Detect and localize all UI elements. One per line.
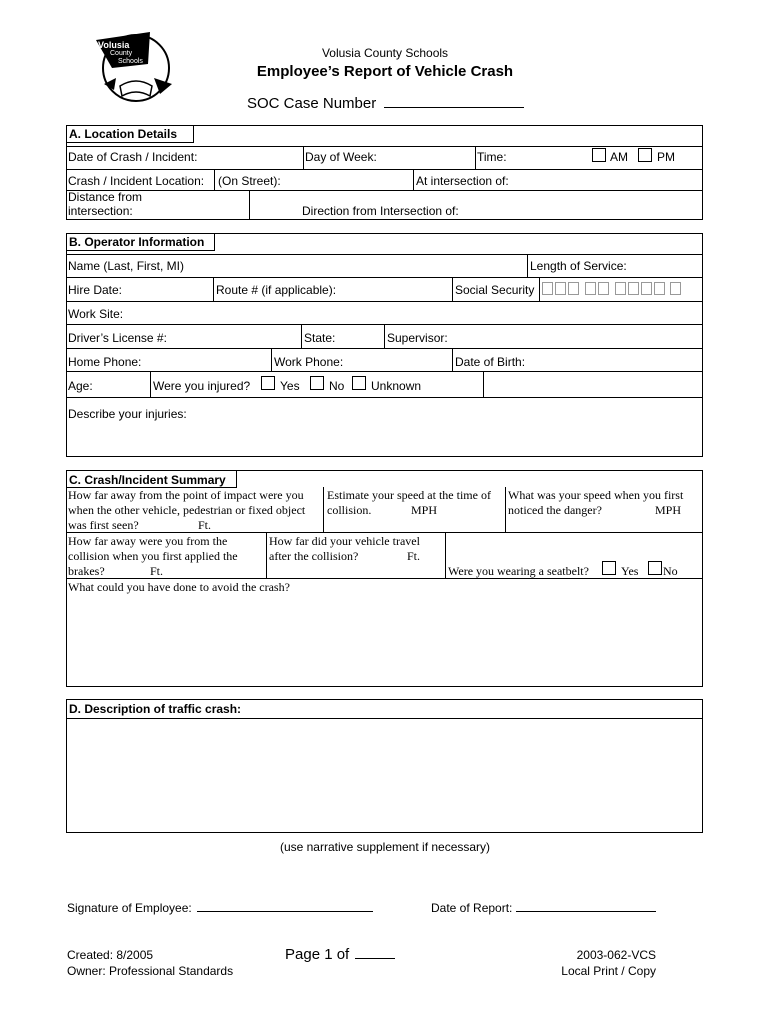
date-of-report-label: Date of Report:	[431, 901, 513, 915]
injured-unknown-checkbox[interactable]	[352, 376, 366, 390]
q4-unit: Ft.	[150, 564, 164, 578]
q1-line1: How far away from the point of impact were you	[68, 488, 304, 502]
owner: Owner: Professional Standards	[67, 964, 234, 978]
pm-checkbox[interactable]	[638, 148, 652, 162]
organization-name: Volusia County Schools	[321, 46, 449, 60]
q1-unit: Ft.	[198, 518, 212, 532]
form-title: Employee’s Report of Vehicle Crash	[256, 63, 514, 80]
seatbelt-no-label: No	[663, 564, 678, 578]
date-of-birth-label: Date of Birth:	[455, 355, 526, 369]
am-label: AM	[610, 150, 628, 164]
q1-line3: was first seen?	[68, 518, 139, 532]
q4-line2: collision when you first applied the	[68, 549, 238, 563]
page-number	[285, 945, 395, 963]
section-b-heading: B. Operator Information	[69, 235, 205, 249]
date-of-crash-label: Date of Crash / Incident:	[68, 150, 198, 164]
social-security-label: Social Security	[455, 283, 535, 297]
logo-text-2: County	[110, 50, 133, 57]
soc-case-label: SOC Case Number	[247, 95, 377, 112]
q3-line1: What was your speed when you first	[508, 488, 684, 502]
hire-date-label: Hire Date:	[68, 283, 123, 297]
am-checkbox[interactable]	[592, 148, 606, 162]
q1-line2: when the other vehicle, pedestrian or fixed object	[68, 503, 306, 517]
crash-description-field[interactable]	[67, 719, 701, 832]
page-total-field[interactable]	[355, 945, 395, 959]
q5-line2: after the collision?	[269, 549, 359, 563]
signature-label: Signature of Employee:	[67, 901, 192, 915]
direction-from-label: Direction from Intersection of:	[302, 204, 459, 218]
length-of-service-label: Length of Service:	[530, 259, 627, 273]
describe-injuries-field[interactable]	[67, 424, 701, 456]
injured-yes-label: Yes	[280, 379, 300, 393]
form-number: 2003-062-VCS	[576, 948, 656, 962]
soc-case-field[interactable]	[384, 93, 524, 108]
home-phone-label: Home Phone:	[68, 355, 142, 369]
supervisor-label: Supervisor:	[387, 331, 448, 345]
state-label: State:	[304, 331, 336, 345]
time-label: Time:	[477, 150, 507, 164]
were-injured-label: Were you injured?	[153, 379, 251, 393]
ssn-boxes[interactable]	[542, 282, 687, 297]
print-note: Local Print / Copy	[561, 964, 656, 978]
created-date: Created: 8/2005	[67, 948, 154, 962]
q4-line1: How far away were you from the	[68, 534, 228, 548]
q4-line3: brakes?	[68, 564, 105, 578]
at-intersection-label: At intersection of:	[416, 174, 509, 188]
q2-line1: Estimate your speed at the time of	[327, 488, 491, 502]
q3-line2: noticed the danger?	[508, 503, 602, 517]
date-of-report-row	[431, 899, 656, 915]
page-label: Page 1 of	[285, 946, 350, 963]
q2-line2: collision.	[327, 503, 372, 517]
section-a-heading: A. Location Details	[69, 127, 178, 141]
day-of-week-label: Day of Week:	[305, 150, 377, 164]
q5-unit: Ft.	[407, 549, 421, 563]
injured-yes-checkbox[interactable]	[261, 376, 275, 390]
logo-text-1: Volusia	[98, 40, 130, 50]
distance-from-label: Distance from	[68, 190, 143, 204]
q5-line1: How far did your vehicle travel	[269, 534, 420, 548]
seatbelt-yes-checkbox[interactable]	[602, 561, 616, 575]
pm-label: PM	[657, 150, 675, 164]
signature-row	[67, 899, 373, 915]
seatbelt-yes-label: Yes	[621, 564, 639, 578]
signature-field[interactable]	[197, 899, 373, 912]
narrative-note: (use narrative supplement if necessary)	[279, 840, 491, 854]
seatbelt-no-checkbox[interactable]	[648, 561, 662, 575]
q2-unit: MPH	[411, 503, 438, 517]
intersection-label: intersection:	[68, 204, 133, 218]
drivers-license-label: Driver’s License #:	[68, 331, 167, 345]
work-site-label: Work Site:	[68, 307, 124, 321]
q3-unit: MPH	[655, 503, 682, 517]
injured-unknown-label: Unknown	[371, 379, 422, 393]
seatbelt-label: Were you wearing a seatbelt?	[448, 564, 589, 578]
injured-no-label: No	[329, 379, 345, 393]
work-phone-label: Work Phone:	[274, 355, 344, 369]
on-street-label: (On Street):	[218, 174, 281, 188]
section-c-heading: C. Crash/Incident Summary	[69, 473, 226, 487]
injured-no-checkbox[interactable]	[310, 376, 324, 390]
age-label: Age:	[68, 379, 93, 393]
avoid-crash-label: What could you have done to avoid the crash?	[68, 580, 290, 594]
route-label: Route # (if applicable):	[216, 283, 337, 297]
name-label: Name (Last, First, MI)	[68, 259, 185, 273]
crash-location-label: Crash / Incident Location:	[68, 174, 205, 188]
date-of-report-field[interactable]	[516, 899, 656, 912]
soc-case-number	[247, 93, 524, 112]
section-d-heading: D. Description of traffic crash:	[69, 702, 242, 716]
avoid-crash-field[interactable]	[67, 596, 701, 686]
describe-injuries-label: Describe your injuries:	[68, 407, 187, 421]
logo-text-3: Schools	[118, 58, 143, 65]
